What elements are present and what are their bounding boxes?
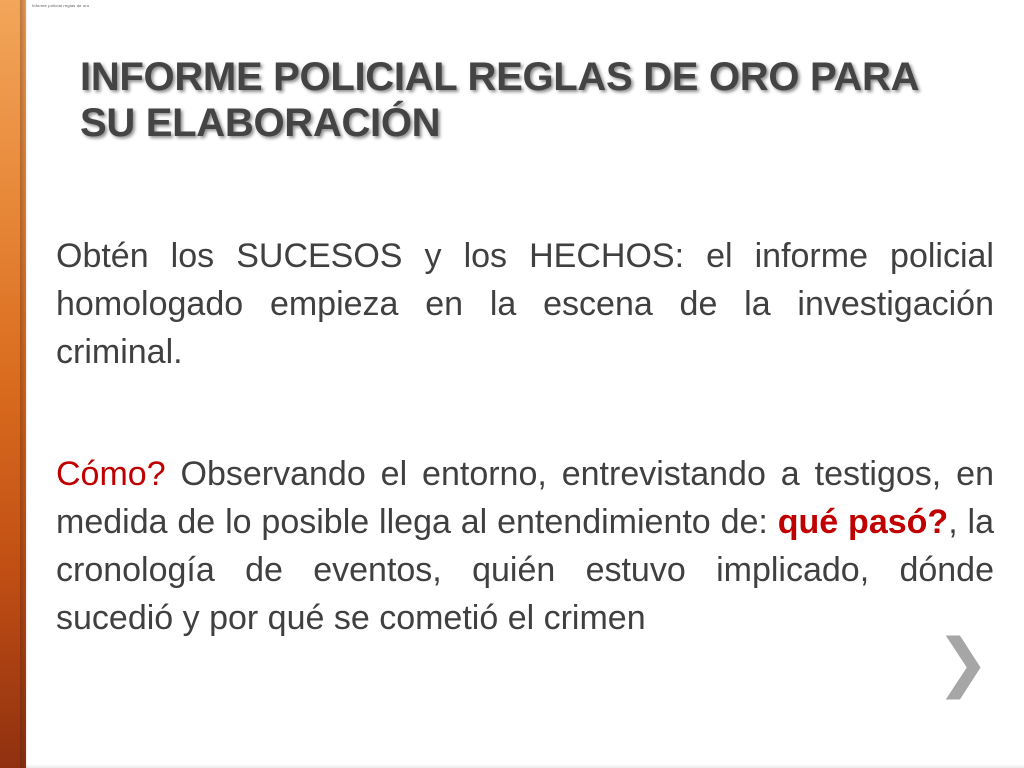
side-bar-shadow	[20, 0, 28, 768]
slide-title: INFORME POLICIAL REGLAS DE ORO PARA SU ELABORACIÓN	[80, 55, 918, 145]
chevron-right-icon[interactable]: ❯	[936, 626, 990, 700]
paragraph-sucesos-hechos: Obtén los SUCESOS y los HECHOS: el informe policial homologado empieza en la escena de la investigación criminal.	[56, 237, 994, 371]
slide-bottom-edge	[26, 764, 1024, 768]
paragraph-como	[56, 450, 994, 642]
que-paso-emphasis: qué pasó?	[777, 503, 949, 541]
paragraph-2-text-b: , la cronología de eventos, quién estuvo implicado, dónde sucedió y por qué se cometió el crimen	[56, 503, 994, 637]
como-lead: Cómo?	[56, 455, 166, 493]
paragraph-2-text-a: Observando el entorno, entrevistando a testigos, en medida de lo posible llega al entendimiento de:	[56, 455, 994, 541]
header-caption: Informe policial reglas de oro	[32, 3, 90, 8]
